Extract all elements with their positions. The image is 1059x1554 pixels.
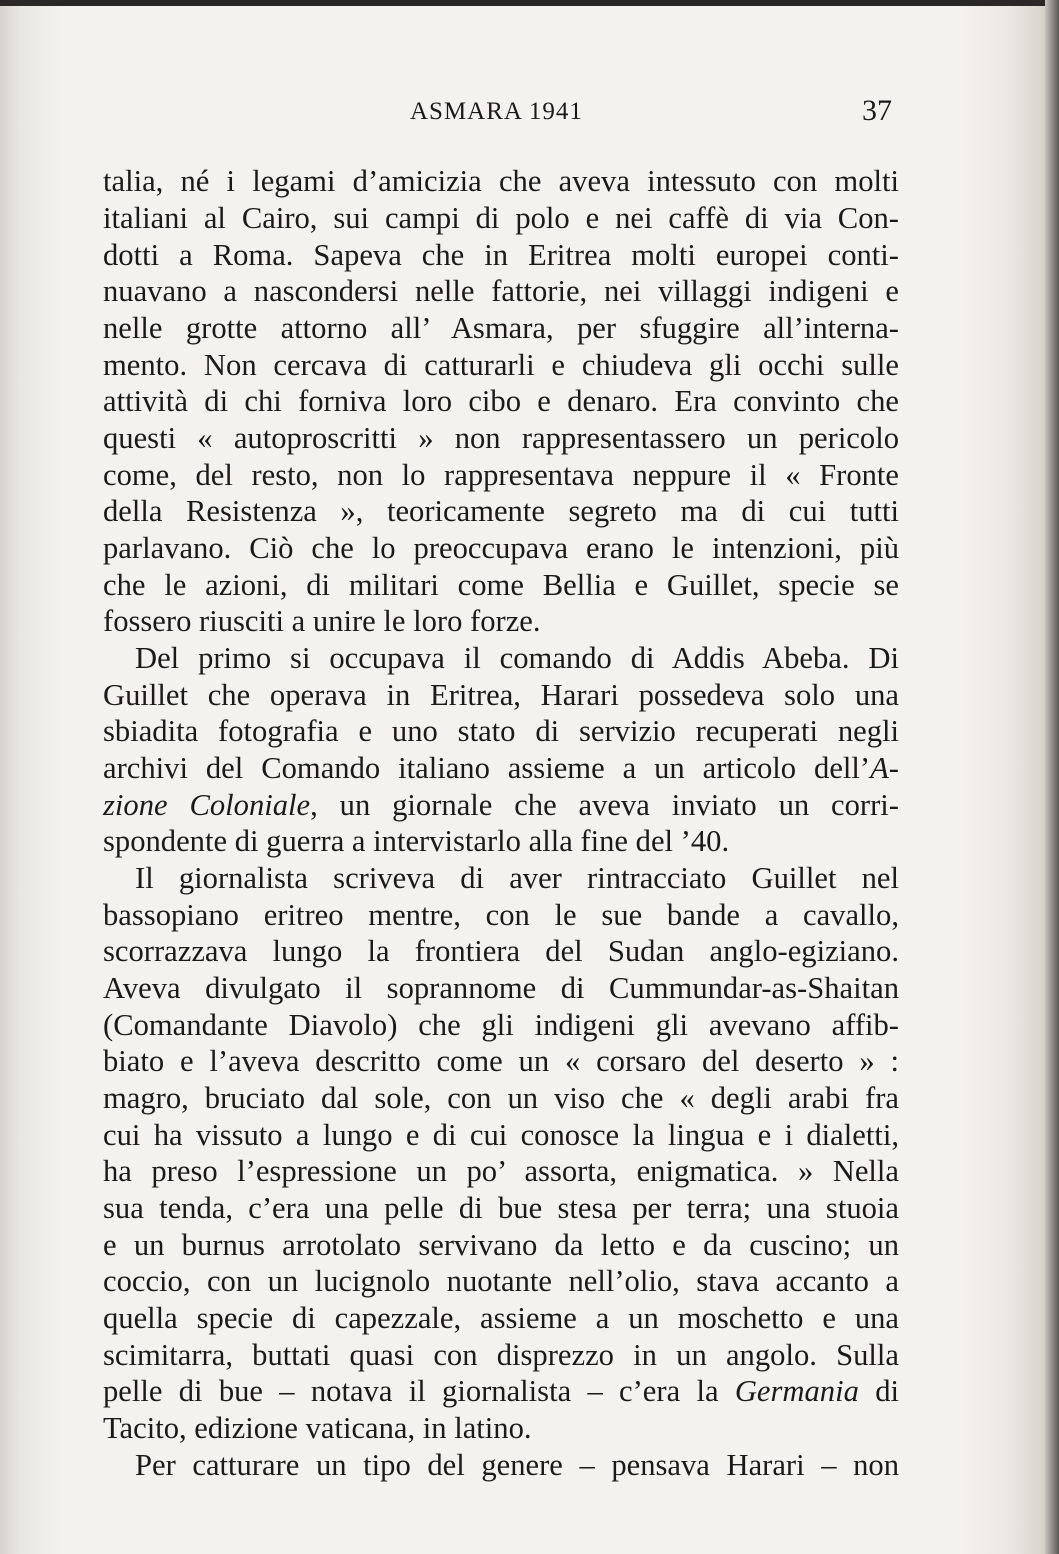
text-line: questi « autoproscritti » non rappresentassero un pericolo	[103, 421, 899, 455]
text-line	[103, 787, 899, 824]
text-line: dotti a Roma. Sapeva che in Eritrea molti europei conti-	[103, 238, 899, 272]
text-line: nelle grotte attorno all’ Asmara, per sfuggire all’interna-	[103, 311, 899, 345]
paragraph-first-line: Il giornalista scriveva di aver rintracciato Guillet nel	[135, 861, 899, 895]
text-line: sbiadita fotografia e uno stato di servizio recuperati negli	[103, 714, 899, 748]
text-line: Aveva divulgato il soprannome di Cummundar-as-Shaitan	[103, 971, 899, 1005]
text-line: bassopiano eritreo mentre, con le sue bande a cavallo,	[103, 898, 899, 932]
text-line: italiani al Cairo, sui campi di polo e nei caffè di via Con-	[103, 201, 899, 235]
book-spine-shadow	[1045, 0, 1059, 1554]
text-line: scorrazzava lungo la frontiera del Sudan anglo-egiziano.	[103, 934, 899, 968]
text-line: nuavano a nascondersi nelle fattorie, nei villaggi indigeni e	[103, 274, 899, 308]
text-line: parlavano. Ciò che lo preoccupava erano le intenzioni, più	[103, 531, 899, 565]
text-line: Tacito, edizione vaticana, in latino.	[103, 1411, 532, 1445]
text-run: pelle di bue – notava il giornalista – c’era la	[103, 1374, 735, 1408]
text-line: sua tenda, c’era una pelle di bue stesa per terra; una stuoia	[103, 1191, 899, 1225]
italic-title-run: zione Coloniale	[103, 788, 311, 822]
text-line: che le azioni, di militari come Bellia e Guillet, specie se	[103, 568, 899, 602]
text-line: e un burnus arrotolato servivano da letto e da cuscino; un	[103, 1228, 899, 1262]
text-run: archivi del Comando italiano assieme a un articolo dell’	[103, 751, 871, 785]
paragraph-first-line: Per catturare un tipo del genere – pensava Harari – non	[135, 1448, 899, 1482]
page-number: 37	[862, 94, 892, 127]
text-run: di	[858, 1374, 899, 1408]
text-line: ha preso l’espressione un po’ assorta, enigmatica. » Nella	[103, 1154, 899, 1188]
paragraph-first-line: Del primo si occupava il comando di Addis Abeba. Di	[135, 641, 899, 675]
text-run: , un giornale che aveva inviato un corri-	[310, 788, 899, 822]
text-line: biato e l’aveva descritto come un « corsaro del deserto » :	[103, 1044, 899, 1078]
running-head: ASMARA 1941	[410, 98, 583, 125]
text-line: attività di chi forniva loro cibo e denaro. Era convinto che	[103, 384, 899, 418]
text-line: quella specie di capezzale, assieme a un moschetto e una	[103, 1301, 899, 1335]
text-line: fossero riusciti a unire le loro forze.	[103, 604, 541, 638]
text-line: cui ha vissuto a lungo e di cui conosce la lingua e i dialetti,	[103, 1118, 899, 1152]
text-line: coccio, con un lucignolo nuotante nell’olio, stava accanto a	[103, 1264, 899, 1298]
italic-title-run: A-	[870, 751, 899, 785]
italic-title-run: Germania	[734, 1374, 859, 1408]
text-line: spondente di guerra a intervistarlo alla fine del ’40.	[103, 824, 730, 858]
text-line: mento. Non cercava di catturarli e chiudeva gli occhi sulle	[103, 348, 899, 382]
text-line: come, del resto, non lo rappresentava neppure il « Fronte	[103, 458, 899, 492]
text-line: (Comandante Diavolo) che gli indigeni gli avevano affib-	[103, 1008, 899, 1042]
text-line: Guillet che operava in Eritrea, Harari possedeva solo una	[103, 678, 899, 712]
text-line: talia, né i legami d’amicizia che aveva intessuto con molti	[103, 164, 899, 198]
text-line	[103, 750, 899, 787]
text-line: scimitarra, buttati quasi con disprezzo in un angolo. Sulla	[103, 1338, 899, 1372]
text-line: della Resistenza », teoricamente segreto ma di cui tutti	[103, 494, 899, 528]
text-line	[103, 1373, 899, 1410]
text-line: magro, bruciato dal sole, con un viso che « degli arabi fra	[103, 1081, 899, 1115]
page-top-edge-shadow	[0, 0, 1059, 6]
